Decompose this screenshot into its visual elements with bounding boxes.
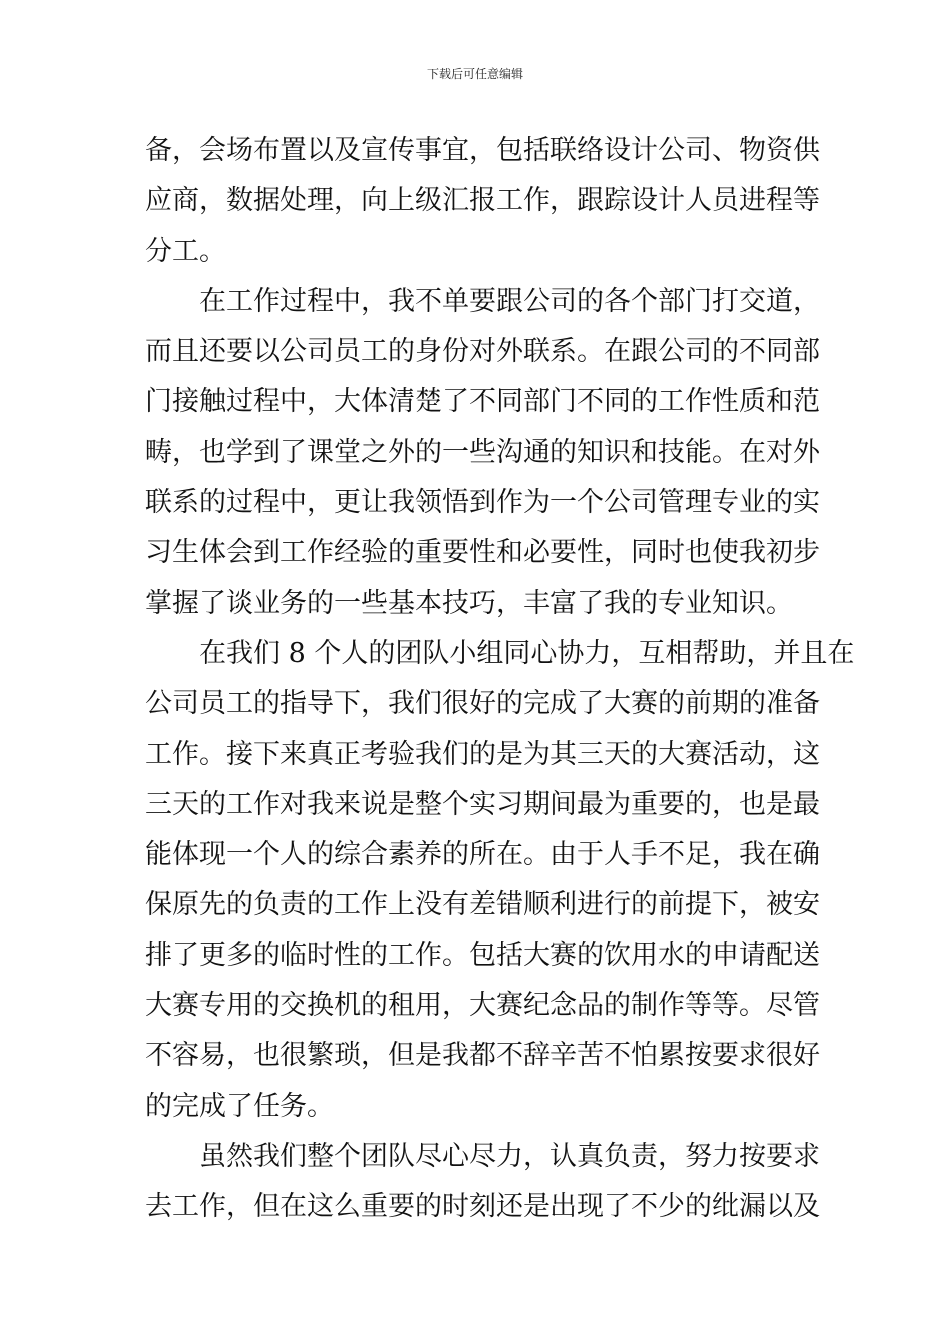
text-line: 能体现一个人的综合素养的所在。由于人手不足，我在确 xyxy=(145,839,820,871)
text-line: 的完成了任务。 xyxy=(145,1090,334,1122)
text-line: 备，会场布置以及宣传事宜，包括联络设计公司、物资供 xyxy=(145,135,820,166)
text-line: 习生体会到工作经验的重要性和必要性，同时也使我初步 xyxy=(145,537,820,569)
text-line: 去工作，但在这么重要的时刻还是出现了不少的纰漏以及 xyxy=(145,1191,820,1223)
document-body xyxy=(145,126,855,1233)
text-line: 不容易，也很繁琐，但是我都不辞辛苦不怕累按要求很好 xyxy=(145,1040,820,1072)
text-line: 虽然我们整个团队尽心尽力，认真负责，努力按要求 xyxy=(199,1140,820,1172)
text-line: 在我们 8 个人的团队小组同心协力，互相帮助，并且在 xyxy=(199,637,855,669)
text-line: 排了更多的临时性的工作。包括大赛的饮用水的申请配送 xyxy=(145,939,820,971)
text-line: 工作。接下来真正考验我们的是为其三天的大赛活动，这 xyxy=(145,738,820,770)
text-line: 联系的过程中，更让我领悟到作为一个公司管理专业的实 xyxy=(145,487,820,519)
text-line: 掌握了谈业务的一些基本技巧，丰富了我的专业知识。 xyxy=(145,587,793,619)
text-line: 畴，也学到了课堂之外的一些沟通的知识和技能。在对外 xyxy=(145,436,820,468)
text-line: 应商，数据处理，向上级汇报工作，跟踪设计人员进程等 xyxy=(145,185,820,217)
text-line: 分工。 xyxy=(145,235,226,267)
text-line: 公司员工的指导下，我们很好的完成了大赛的前期的准备 xyxy=(145,688,820,720)
text-line: 大赛专用的交换机的租用，大赛纪念品的制作等等。尽管 xyxy=(145,990,820,1022)
text-line: 门接触过程中，大体清楚了不同部门不同的工作性质和范 xyxy=(145,386,820,418)
text-line: 三天的工作对我来说是整个实习期间最为重要的，也是最 xyxy=(145,788,820,820)
page-header-note: 下载后可任意编辑 xyxy=(426,67,523,81)
text-line: 在工作过程中，我不单要跟公司的各个部门打交道， xyxy=(199,285,820,317)
text-line: 保原先的负责的工作上没有差错顺利进行的前提下，被安 xyxy=(145,889,820,921)
text-line: 而且还要以公司员工的身份对外联系。在跟公司的不同部 xyxy=(145,336,820,368)
